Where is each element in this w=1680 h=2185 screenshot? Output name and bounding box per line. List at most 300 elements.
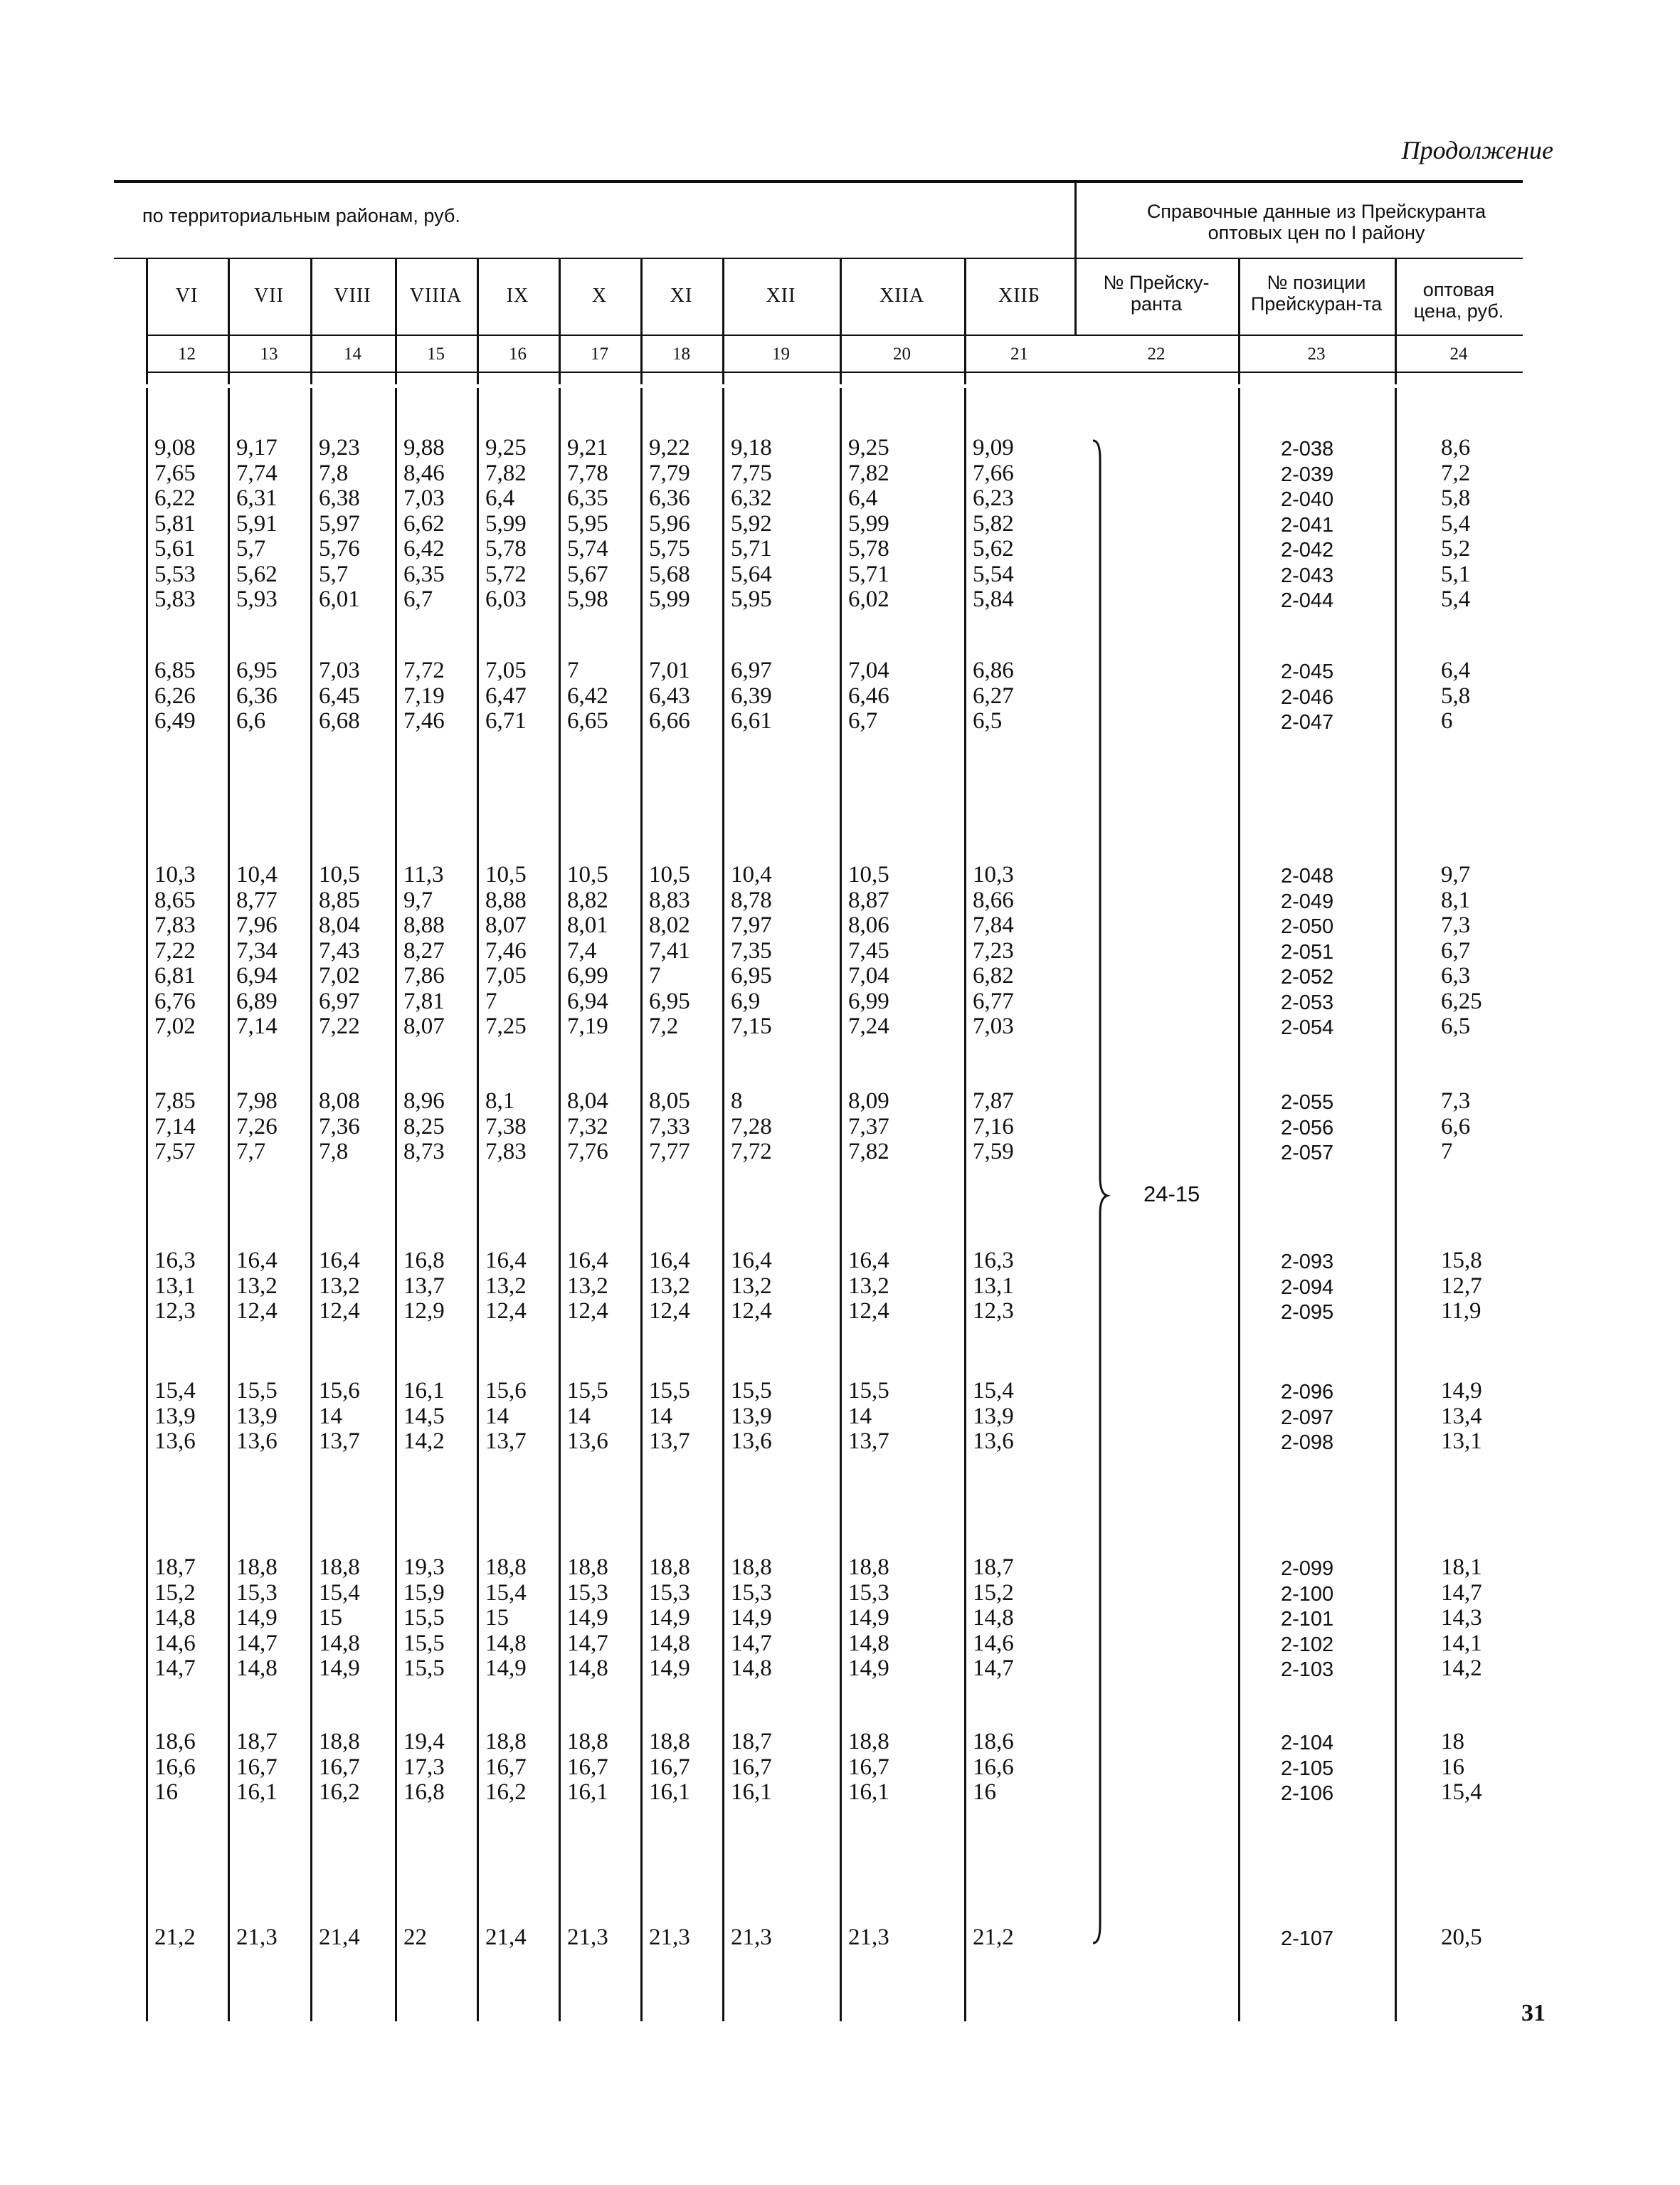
position-number-cell: 2-046 bbox=[1281, 685, 1334, 709]
price-cell: 5,75 bbox=[649, 536, 690, 562]
price-cell: 5,82 bbox=[973, 510, 1014, 537]
price-cell: 7,03 bbox=[973, 1013, 1014, 1039]
wholesale-price-cell: 20,5 bbox=[1441, 1925, 1482, 1950]
price-cell: 7,04 bbox=[848, 963, 889, 989]
price-cell: 7,22 bbox=[154, 937, 196, 964]
position-number-cell: 2-040 bbox=[1281, 488, 1334, 511]
price-cell: 7,35 bbox=[731, 937, 772, 964]
column-heading: XIIБ bbox=[998, 285, 1040, 307]
price-cell: 5,61 bbox=[154, 536, 196, 562]
price-cell: 5,62 bbox=[236, 561, 278, 587]
price-cell: 9,22 bbox=[649, 435, 690, 460]
price-cell: 7,22 bbox=[319, 1013, 360, 1039]
column-number: 20 bbox=[893, 344, 911, 364]
header-mid-rule bbox=[114, 258, 1523, 259]
body-column-rule bbox=[1238, 388, 1240, 2021]
position-number-cell: 2-048 bbox=[1281, 865, 1334, 888]
price-cell: 16,1 bbox=[848, 1779, 889, 1805]
wholesale-price-cell: 7 bbox=[1441, 1139, 1453, 1164]
price-cell: 5,84 bbox=[973, 586, 1014, 612]
grouping-brace bbox=[1090, 438, 1119, 1947]
price-cell: 5,91 bbox=[236, 510, 278, 537]
price-cell: 8,65 bbox=[154, 887, 196, 913]
price-cell: 7,26 bbox=[236, 1113, 278, 1139]
price-cell: 8,06 bbox=[848, 912, 889, 938]
position-number-cell: 2-106 bbox=[1281, 1782, 1334, 1805]
price-cell: 6,95 bbox=[731, 963, 772, 989]
price-cell: 5,54 bbox=[973, 561, 1014, 587]
price-cell: 15,5 bbox=[567, 1378, 608, 1404]
price-cell: 18,6 bbox=[973, 1729, 1014, 1754]
price-cell: 15,2 bbox=[154, 1579, 196, 1606]
wholesale-price-cell: 7,3 bbox=[1441, 1088, 1471, 1114]
price-cell: 16,1 bbox=[403, 1378, 445, 1404]
price-cell: 7,75 bbox=[731, 460, 772, 486]
header-column-rule bbox=[559, 258, 561, 384]
price-cell: 14,7 bbox=[731, 1630, 772, 1656]
price-cell: 15,5 bbox=[649, 1378, 690, 1404]
price-cell: 14 bbox=[649, 1403, 672, 1429]
wholesale-price-cell: 6 bbox=[1441, 708, 1453, 734]
price-cell: 13,2 bbox=[731, 1273, 772, 1299]
price-cell: 8 bbox=[731, 1088, 743, 1114]
price-cell: 6,81 bbox=[154, 963, 196, 989]
price-cell: 7,72 bbox=[403, 658, 445, 683]
price-cell: 7,85 bbox=[154, 1088, 196, 1114]
price-cell: 7,81 bbox=[403, 988, 445, 1014]
price-cell: 7,14 bbox=[236, 1013, 278, 1039]
price-cell: 13,2 bbox=[485, 1273, 527, 1299]
price-cell: 16,1 bbox=[649, 1779, 690, 1805]
position-number-cell: 2-095 bbox=[1281, 1301, 1334, 1324]
price-cell: 16,7 bbox=[319, 1754, 360, 1780]
price-cell: 15,6 bbox=[485, 1378, 527, 1404]
wholesale-price-cell: 9,7 bbox=[1441, 862, 1471, 888]
body-column-rule bbox=[228, 388, 230, 2021]
price-cell: 8,01 bbox=[567, 912, 608, 938]
price-cell: 7,05 bbox=[485, 658, 527, 683]
price-cell: 8,1 bbox=[485, 1088, 515, 1114]
price-cell: 18,6 bbox=[154, 1729, 196, 1754]
price-cell: 9,08 bbox=[154, 435, 196, 460]
column-heading: VIIIA bbox=[409, 285, 463, 307]
price-cell: 16,8 bbox=[403, 1248, 445, 1273]
price-cell: 7,02 bbox=[319, 963, 360, 989]
position-number-cell: 2-098 bbox=[1281, 1431, 1334, 1454]
price-cell: 14,9 bbox=[649, 1655, 690, 1681]
price-cell: 5,7 bbox=[319, 561, 349, 587]
price-cell: 12,4 bbox=[319, 1298, 360, 1324]
price-cell: 5,83 bbox=[154, 586, 196, 612]
price-cell: 6,45 bbox=[319, 683, 360, 709]
price-cell: 15 bbox=[319, 1605, 342, 1631]
column-number: 21 bbox=[1010, 344, 1028, 364]
price-cell: 15 bbox=[485, 1605, 509, 1631]
position-number-cell: 2-100 bbox=[1281, 1582, 1334, 1606]
price-cell: 6,99 bbox=[567, 963, 608, 989]
price-cell: 6,77 bbox=[973, 988, 1014, 1014]
price-cell: 9,09 bbox=[973, 435, 1014, 460]
price-cell: 17,3 bbox=[403, 1754, 445, 1780]
price-cell: 8,25 bbox=[403, 1113, 445, 1139]
price-cell: 5,93 bbox=[236, 586, 278, 612]
price-cell: 6,42 bbox=[567, 683, 608, 709]
price-cell: 5,99 bbox=[485, 510, 527, 537]
position-number-cell: 2-050 bbox=[1281, 915, 1334, 938]
price-cell: 16,7 bbox=[485, 1754, 527, 1780]
wholesale-price-cell: 5,4 bbox=[1441, 586, 1471, 612]
price-cell: 8,83 bbox=[649, 887, 690, 913]
price-cell: 6,4 bbox=[485, 485, 515, 511]
wholesale-price-cell: 6,5 bbox=[1441, 1013, 1471, 1039]
header-column-rule bbox=[1238, 258, 1240, 384]
price-cell: 16,4 bbox=[319, 1248, 360, 1273]
price-cell: 14,8 bbox=[973, 1605, 1014, 1631]
price-cell: 13,6 bbox=[154, 1428, 196, 1454]
price-cell: 18,7 bbox=[731, 1729, 772, 1754]
price-cell: 13,1 bbox=[973, 1273, 1014, 1299]
price-cell: 5,78 bbox=[848, 536, 889, 562]
price-cell: 5,74 bbox=[567, 536, 608, 562]
price-cell: 15,4 bbox=[485, 1579, 527, 1606]
body-column-rule bbox=[395, 388, 397, 2021]
price-cell: 13,7 bbox=[649, 1428, 690, 1454]
price-cell: 21,3 bbox=[649, 1925, 690, 1950]
column-number: 13 bbox=[260, 344, 278, 364]
price-cell: 7,66 bbox=[973, 460, 1014, 486]
position-number-cell: 2-052 bbox=[1281, 966, 1334, 989]
price-cell: 14,6 bbox=[973, 1630, 1014, 1656]
price-cell: 7,83 bbox=[154, 912, 196, 938]
price-cell: 14,8 bbox=[154, 1605, 196, 1631]
price-cell: 14,8 bbox=[567, 1655, 608, 1681]
price-cell: 18,8 bbox=[731, 1554, 772, 1580]
price-cell: 6,43 bbox=[649, 683, 690, 709]
body-column-rule bbox=[964, 388, 966, 2021]
price-cell: 7,72 bbox=[731, 1139, 772, 1164]
price-cell: 5,7 bbox=[236, 536, 266, 562]
position-number-cell: 2-057 bbox=[1281, 1142, 1334, 1164]
wholesale-price-cell: 5,2 bbox=[1441, 536, 1471, 562]
price-cell: 8,07 bbox=[485, 912, 527, 938]
price-cell: 14,9 bbox=[236, 1605, 278, 1631]
position-number-cell: 2-099 bbox=[1281, 1557, 1334, 1580]
price-cell: 5,71 bbox=[731, 536, 772, 562]
price-cell: 6,23 bbox=[973, 485, 1014, 511]
price-list-number: 24-15 bbox=[1143, 1181, 1200, 1206]
price-cell: 7,25 bbox=[485, 1013, 527, 1039]
price-cell: 13,2 bbox=[649, 1273, 690, 1299]
body-column-rule bbox=[559, 388, 561, 2021]
price-cell: 5,64 bbox=[731, 561, 772, 587]
price-cell: 7,98 bbox=[236, 1088, 278, 1114]
wholesale-price-cell: 18,1 bbox=[1441, 1554, 1482, 1580]
price-cell: 7,33 bbox=[649, 1113, 690, 1139]
position-number-cell: 2-093 bbox=[1281, 1251, 1334, 1273]
price-cell: 18,8 bbox=[649, 1729, 690, 1754]
position-number-cell: 2-104 bbox=[1281, 1732, 1334, 1754]
price-cell: 9,17 bbox=[236, 435, 278, 460]
price-cell: 7,36 bbox=[319, 1113, 360, 1139]
price-cell: 7,84 bbox=[973, 912, 1014, 938]
price-cell: 5,95 bbox=[731, 586, 772, 612]
price-cell: 7,02 bbox=[154, 1013, 196, 1039]
price-cell: 13,6 bbox=[567, 1428, 608, 1454]
price-cell: 9,88 bbox=[403, 435, 445, 460]
page-number: 31 bbox=[1521, 2000, 1546, 2026]
price-cell: 8,96 bbox=[403, 1088, 445, 1114]
wholesale-price-cell: 5,8 bbox=[1441, 485, 1471, 511]
header-column-rule bbox=[146, 258, 148, 384]
column-heading: VII bbox=[254, 285, 284, 307]
price-cell: 8,07 bbox=[403, 1013, 445, 1039]
price-cell: 15,4 bbox=[319, 1579, 360, 1606]
price-cell: 21,4 bbox=[319, 1925, 360, 1950]
price-cell: 14,8 bbox=[236, 1655, 278, 1681]
price-cell: 5,53 bbox=[154, 561, 196, 587]
price-cell: 6,6 bbox=[236, 708, 266, 734]
price-cell: 19,3 bbox=[403, 1554, 445, 1580]
body-column-rule bbox=[146, 388, 148, 2021]
price-cell: 7,77 bbox=[649, 1139, 690, 1164]
price-cell: 6,4 bbox=[848, 485, 878, 511]
price-cell: 7,8 bbox=[319, 1139, 349, 1164]
price-cell: 13,6 bbox=[236, 1428, 278, 1454]
price-cell: 14,7 bbox=[236, 1630, 278, 1656]
column-number: 16 bbox=[509, 344, 527, 364]
price-cell: 14,9 bbox=[485, 1655, 527, 1681]
price-cell: 18,8 bbox=[567, 1729, 608, 1754]
price-cell: 7,43 bbox=[319, 937, 360, 964]
price-cell: 6,03 bbox=[485, 586, 527, 612]
price-cell: 10,5 bbox=[485, 862, 527, 888]
position-number-cell: 2-042 bbox=[1281, 539, 1334, 562]
price-cell: 7,28 bbox=[731, 1113, 772, 1139]
price-cell: 5,99 bbox=[848, 510, 889, 537]
price-cell: 7,2 bbox=[649, 1013, 679, 1039]
wholesale-price-cell: 8,1 bbox=[1441, 887, 1471, 913]
price-cell: 8,88 bbox=[403, 912, 445, 938]
wholesale-price-cell: 6,6 bbox=[1441, 1113, 1471, 1139]
price-cell: 15,5 bbox=[403, 1605, 445, 1631]
price-cell: 6,97 bbox=[731, 658, 772, 683]
column-heading: VIII bbox=[334, 285, 371, 307]
price-cell: 6,27 bbox=[973, 683, 1014, 709]
wholesale-price-cell: 6,4 bbox=[1441, 658, 1471, 683]
price-cell: 21,3 bbox=[731, 1925, 772, 1950]
price-cell: 8,73 bbox=[403, 1139, 445, 1164]
position-number-cell: 2-043 bbox=[1281, 564, 1334, 587]
column-heading: VI bbox=[175, 285, 199, 307]
wholesale-price-cell: 13,4 bbox=[1441, 1403, 1482, 1429]
price-cell: 6,38 bbox=[319, 485, 360, 511]
price-cell: 15,5 bbox=[403, 1655, 445, 1681]
price-cell: 10,5 bbox=[567, 862, 608, 888]
price-cell: 6,31 bbox=[236, 485, 278, 511]
price-cell: 16 bbox=[154, 1779, 178, 1805]
price-cell: 14 bbox=[848, 1403, 872, 1429]
price-cell: 16 bbox=[973, 1779, 996, 1805]
price-cell: 8,77 bbox=[236, 887, 278, 913]
price-cell: 9,7 bbox=[403, 887, 433, 913]
price-cell: 5,98 bbox=[567, 586, 608, 612]
price-cell: 7,41 bbox=[649, 937, 690, 964]
body-column-rule bbox=[722, 388, 724, 2021]
price-cell: 14,9 bbox=[649, 1605, 690, 1631]
price-cell: 5,72 bbox=[485, 561, 527, 587]
price-cell: 13,1 bbox=[154, 1273, 196, 1299]
price-cell: 6,61 bbox=[731, 708, 772, 734]
price-cell: 7,19 bbox=[403, 683, 445, 709]
wholesale-price-cell: 5,1 bbox=[1441, 561, 1471, 587]
price-cell: 6,7 bbox=[403, 586, 433, 612]
price-cell: 6,76 bbox=[154, 988, 196, 1014]
price-cell: 7,79 bbox=[649, 460, 690, 486]
price-cell: 14,5 bbox=[403, 1403, 445, 1429]
body-column-rule bbox=[310, 388, 312, 2021]
price-cell: 7,82 bbox=[848, 1139, 889, 1164]
body-column-rule bbox=[840, 388, 842, 2021]
price-cell: 12,3 bbox=[973, 1298, 1014, 1324]
position-number-cell: 2-041 bbox=[1281, 513, 1334, 537]
price-cell: 6,99 bbox=[848, 988, 889, 1014]
column-heading: XI bbox=[670, 285, 693, 307]
position-number-cell: 2-051 bbox=[1281, 940, 1334, 964]
price-cell: 13,9 bbox=[973, 1403, 1014, 1429]
price-cell: 7,01 bbox=[649, 658, 690, 683]
price-cell: 6,82 bbox=[973, 963, 1014, 989]
price-cell: 7,83 bbox=[485, 1139, 527, 1164]
price-cell: 14,8 bbox=[848, 1630, 889, 1656]
wholesale-price-cell: 13,1 bbox=[1441, 1428, 1482, 1454]
reference-group-heading: Справочные данные из Прейскуранта оптовых цен по I району bbox=[1146, 201, 1486, 243]
price-cell: 6,89 bbox=[236, 988, 278, 1014]
price-cell: 13,6 bbox=[731, 1428, 772, 1454]
price-cell: 21,3 bbox=[567, 1925, 608, 1950]
column-heading: IX bbox=[506, 285, 529, 307]
price-cell: 6,85 bbox=[154, 658, 196, 683]
price-cell: 6,49 bbox=[154, 708, 196, 734]
price-cell: 15,3 bbox=[567, 1579, 608, 1606]
position-number-cell: 2-056 bbox=[1281, 1116, 1334, 1139]
price-cell: 7,16 bbox=[973, 1113, 1014, 1139]
price-cell: 16,2 bbox=[485, 1779, 527, 1805]
column-number: 12 bbox=[178, 344, 196, 364]
price-cell: 15,3 bbox=[731, 1579, 772, 1606]
price-cell: 6,94 bbox=[567, 988, 608, 1014]
wholesale-price-cell: 8,6 bbox=[1441, 435, 1471, 460]
price-cell: 13,2 bbox=[848, 1273, 889, 1299]
price-cell: 10,4 bbox=[236, 862, 278, 888]
price-cell: 14,9 bbox=[848, 1605, 889, 1631]
top-rule bbox=[114, 180, 1523, 183]
price-cell: 15,2 bbox=[973, 1579, 1014, 1606]
price-cell: 16,7 bbox=[236, 1754, 278, 1780]
column-number: 14 bbox=[344, 344, 361, 364]
price-cell: 14,2 bbox=[403, 1428, 445, 1454]
price-cell: 13,2 bbox=[567, 1273, 608, 1299]
price-cell: 14,9 bbox=[731, 1605, 772, 1631]
position-number-cell: 2-102 bbox=[1281, 1633, 1334, 1656]
price-cell: 7,8 bbox=[319, 460, 349, 486]
position-number-cell: 2-097 bbox=[1281, 1406, 1334, 1429]
price-cell: 8,09 bbox=[848, 1088, 889, 1114]
price-cell: 18,8 bbox=[848, 1554, 889, 1580]
wholesale-price-cell: 6,25 bbox=[1441, 988, 1482, 1014]
price-cell: 7 bbox=[567, 658, 579, 683]
price-cell: 12,4 bbox=[731, 1298, 772, 1324]
price-cell: 7,86 bbox=[403, 963, 445, 989]
price-cell: 9,25 bbox=[485, 435, 527, 460]
position-number-cell: 2-103 bbox=[1281, 1658, 1334, 1681]
price-cell: 16,1 bbox=[567, 1779, 608, 1805]
price-cell: 6,9 bbox=[731, 988, 761, 1014]
price-cell: 14,8 bbox=[731, 1655, 772, 1681]
position-number-cell: 2-107 bbox=[1281, 1927, 1334, 1950]
price-cell: 7,78 bbox=[567, 460, 608, 486]
price-cell: 16,7 bbox=[731, 1754, 772, 1780]
wholesale-price-cell: 12,7 bbox=[1441, 1273, 1482, 1299]
price-cell: 14,7 bbox=[973, 1655, 1014, 1681]
price-cell: 8,46 bbox=[403, 460, 445, 486]
price-cell: 16,4 bbox=[485, 1248, 527, 1273]
position-number-cell: 2-101 bbox=[1281, 1608, 1334, 1631]
price-cell: 6,66 bbox=[649, 708, 690, 734]
column-heading: XII bbox=[766, 285, 796, 307]
price-cell: 7,87 bbox=[973, 1088, 1014, 1114]
price-cell: 14,8 bbox=[485, 1630, 527, 1656]
position-number-cell: 2-094 bbox=[1281, 1275, 1334, 1299]
price-cell: 15,3 bbox=[236, 1579, 278, 1606]
price-cell: 13,7 bbox=[485, 1428, 527, 1454]
price-cell: 15,5 bbox=[848, 1378, 889, 1404]
price-cell: 6,32 bbox=[731, 485, 772, 511]
price-cell: 5,97 bbox=[319, 510, 360, 537]
price-cell: 13,9 bbox=[731, 1403, 772, 1429]
price-cell: 18,8 bbox=[848, 1729, 889, 1754]
price-cell: 6,65 bbox=[567, 708, 608, 734]
price-cell: 8,27 bbox=[403, 937, 445, 964]
price-cell: 15,5 bbox=[236, 1378, 278, 1404]
price-cell: 16,8 bbox=[403, 1779, 445, 1805]
price-cell: 7,19 bbox=[567, 1013, 608, 1039]
price-cell: 7,96 bbox=[236, 912, 278, 938]
price-cell: 6,47 bbox=[485, 683, 527, 709]
price-cell: 6,86 bbox=[973, 658, 1014, 683]
price-cell: 8,66 bbox=[973, 887, 1014, 913]
price-cell: 10,3 bbox=[154, 862, 196, 888]
body-column-rule bbox=[1395, 388, 1397, 2021]
price-cell: 7,23 bbox=[973, 937, 1014, 964]
price-cell: 12,4 bbox=[485, 1298, 527, 1324]
position-number-cell: 2-096 bbox=[1281, 1381, 1334, 1404]
price-cell: 7,7 bbox=[236, 1139, 266, 1164]
price-cell: 12,9 bbox=[403, 1298, 445, 1324]
wholesale-price-cell: 14,9 bbox=[1441, 1378, 1482, 1404]
price-cell: 7,46 bbox=[403, 708, 445, 734]
price-cell: 8,87 bbox=[848, 887, 889, 913]
price-cell: 21,3 bbox=[848, 1925, 889, 1950]
price-cell: 22 bbox=[403, 1925, 427, 1950]
price-cell: 7,74 bbox=[236, 460, 278, 486]
price-cell: 10,5 bbox=[649, 862, 690, 888]
price-cell: 5,68 bbox=[649, 561, 690, 587]
price-cell: 10,4 bbox=[731, 862, 772, 888]
price-cell: 14,9 bbox=[319, 1655, 360, 1681]
price-cell: 7,4 bbox=[567, 937, 597, 964]
price-cell: 5,99 bbox=[649, 586, 690, 612]
price-cell: 9,25 bbox=[848, 435, 889, 460]
